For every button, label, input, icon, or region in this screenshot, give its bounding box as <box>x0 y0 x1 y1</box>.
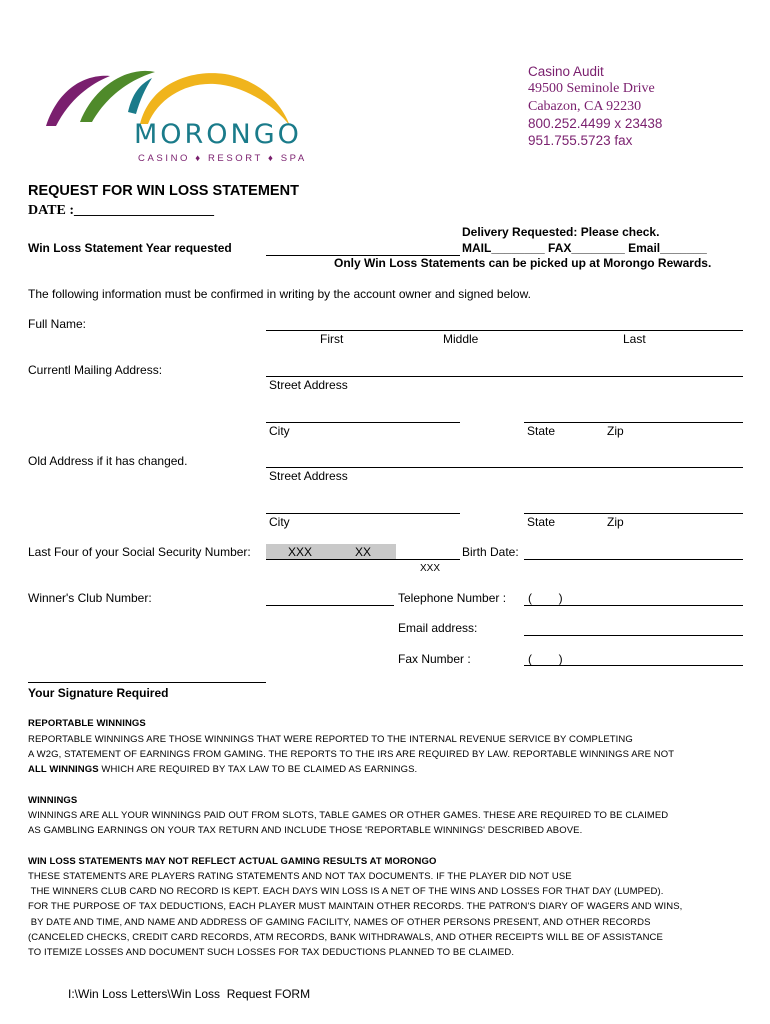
winnings-title: WINNINGS <box>28 795 78 806</box>
address-phone: 800.252.4499 x 23438 <box>528 116 663 131</box>
delivery-title: Delivery Requested: Please check. <box>462 225 660 239</box>
winnings-line-2: AS GAMBLING EARNINGS ON YOUR TAX RETURN AND INCLUDE THOSE 'REPORTABLE WINNINGS' DESCRIBED ABOVE. <box>28 825 583 836</box>
ssn-part3: XXX <box>420 563 441 574</box>
old-state-caption: State <box>527 515 556 529</box>
telephone-input-line[interactable] <box>524 605 743 606</box>
signature-input-line[interactable] <box>28 682 266 683</box>
old-zip-caption: Zip <box>607 515 624 529</box>
winloss-line-2: THE WINNERS CLUB CARD NO RECORD IS KEPT. EACH DAYS WIN LOSS IS A NET OF THE WINS AND LOSSES FOR THAT DAY (LUMPED). <box>28 886 664 897</box>
old-state-zip-input-line[interactable] <box>524 513 743 514</box>
morongo-logo <box>40 64 310 170</box>
winners-club-input-line[interactable] <box>266 605 394 606</box>
winloss-line-6: TO ITEMIZE LOSSES AND DOCUMENT SUCH LOSSES FOR TAX DEDUCTIONS PLANNED TO BE CLAIMED. <box>28 947 515 958</box>
signature-label: Your Signature Required <box>28 686 169 700</box>
mailing-address-label: Currentl Mailing Address: <box>28 363 163 377</box>
mailing-city-input-line[interactable] <box>266 422 460 423</box>
old-street-input-line[interactable] <box>266 467 743 468</box>
reportable-line-3-rest: WHICH ARE REQUIRED BY TAX LAW TO BE CLAIMED AS EARNINGS. <box>98 764 418 775</box>
winloss-line-1: THESE STATEMENTS ARE PLAYERS RATING STATEMENTS AND NOT TAX DOCUMENTS. IF THE PLAYER DID NOT USE <box>28 871 572 882</box>
fax-paren: ( ) <box>528 652 563 666</box>
address-street: 49500 Seminole Drive <box>528 81 655 96</box>
winnings-line-1: WINNINGS ARE ALL YOUR WINNINGS PAID OUT FROM SLOTS, TABLE GAMES OR OTHER GAMES. THESE ARE REQUIRED TO BE CLAIMED <box>28 810 669 821</box>
form-title: REQUEST FOR WIN LOSS STATEMENT <box>28 183 299 199</box>
logo-tagline: CASINO ♦ RESORT ♦ SPA <box>138 153 307 164</box>
date-field[interactable]: DATE :____________________ <box>28 203 215 218</box>
old-street-caption: Street Address <box>269 469 348 483</box>
full-name-label: Full Name: <box>28 317 87 331</box>
ssn-part2: XX <box>355 545 372 559</box>
reportable-line-2: A W2G, STATEMENT OF EARNINGS FROM GAMING. THE REPORTS TO THE IRS ARE REQUIRED BY LAW. REPORTABLE WINNINGS ARE NOT <box>28 749 675 760</box>
ssn-part1: XXX <box>288 545 313 559</box>
mailing-zip-caption: Zip <box>607 424 624 438</box>
address-dept: Casino Audit <box>528 64 604 79</box>
birth-date-label: Birth Date: <box>462 545 519 559</box>
mailing-city-caption: City <box>269 424 290 438</box>
fax-label: Fax Number : <box>398 652 471 666</box>
telephone-paren: ( ) <box>528 591 563 605</box>
reportable-line-3-bold: ALL WINNINGS <box>28 764 99 775</box>
year-label: Win Loss Statement Year requested <box>28 241 232 255</box>
telephone-label: Telephone Number : <box>398 591 507 605</box>
intro-text: The following information must be confirmed in writing by the account owner and signed below. <box>28 287 531 301</box>
winloss-line-4: BY DATE AND TIME, AND NAME AND ADDRESS OF GAMING FACILITY, NAMES OF OTHER PERSONS PRESENT, AND OTHER RECORDS <box>28 917 651 928</box>
email-input-line[interactable] <box>524 635 743 636</box>
reportable-title: REPORTABLE WINNINGS <box>28 718 146 729</box>
winloss-line-3: FOR THE PURPOSE OF TAX DEDUCTIONS, EACH PLAYER MUST MAINTAIN OTHER RECORDS. THE PATRON'S DIARY OF WAGERS AND WINS, <box>28 901 683 912</box>
mailing-street-input-line[interactable] <box>266 376 743 377</box>
ssn-masked-field <box>266 544 396 559</box>
first-caption: First <box>320 332 344 346</box>
mailing-state-zip-input-line[interactable] <box>524 422 743 423</box>
birth-date-input-line[interactable] <box>524 559 743 560</box>
winloss-title: WIN LOSS STATEMENTS MAY NOT REFLECT ACTUAL GAMING RESULTS AT MORONGO <box>28 856 437 867</box>
ssn-input-line[interactable] <box>266 559 460 560</box>
delivery-options[interactable]: MAIL________ FAX________ Email_______ <box>462 241 707 255</box>
reportable-line-3 <box>28 764 417 775</box>
fax-input-line[interactable] <box>524 665 743 666</box>
email-label: Email address: <box>398 621 478 635</box>
winloss-line-5: (CANCELED CHECKS, CREDIT CARD RECORDS, ATM RECORDS, BANK WITHDRAWALS, AND OTHER RECEIPTS WILL BE OF ASSISTANCE <box>28 932 663 943</box>
full-name-input-line[interactable] <box>266 330 743 331</box>
reportable-line-1: REPORTABLE WINNINGS ARE THOSE WINNINGS THAT WERE REPORTED TO THE INTERNAL REVENUE SERVICE BY COMPLETING <box>28 734 633 745</box>
winners-club-label: Winner's Club Number: <box>28 591 152 605</box>
old-city-input-line[interactable] <box>266 513 460 514</box>
middle-caption: Middle <box>443 332 479 346</box>
old-address-label: Old Address if it has changed. <box>28 454 188 468</box>
logo-name: MORONGO <box>134 119 302 150</box>
mailing-state-caption: State <box>527 424 556 438</box>
old-city-caption: City <box>269 515 290 529</box>
pickup-note: Only Win Loss Statements can be picked up at Morongo Rewards. <box>334 256 712 270</box>
address-fax: 951.755.5723 fax <box>528 133 633 148</box>
address-city: Cabazon, CA 92230 <box>528 99 642 114</box>
ssn-label: Last Four of your Social Security Number: <box>28 545 251 559</box>
footer-file-path: I:\Win Loss Letters\Win Loss Request FORM <box>68 987 311 1001</box>
last-caption: Last <box>623 332 646 346</box>
mailing-street-caption: Street Address <box>269 378 348 392</box>
